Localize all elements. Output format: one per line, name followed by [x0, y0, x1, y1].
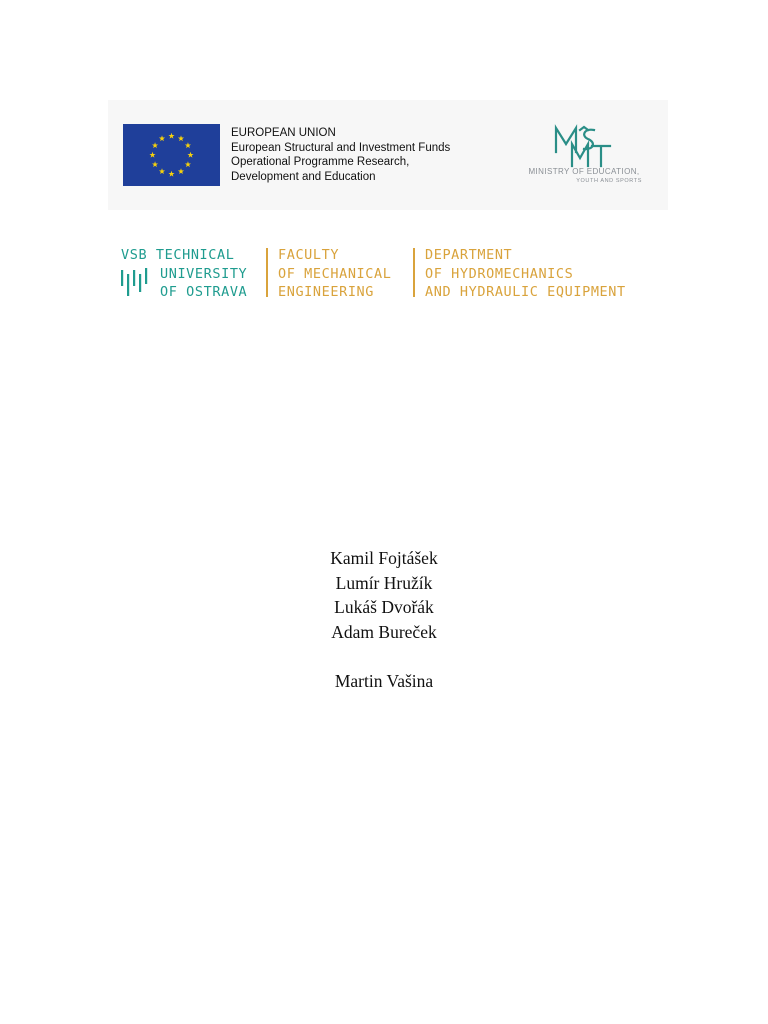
author-name: Lumír Hružík	[335, 572, 433, 593]
author-name: Lukáš Dvořák	[334, 597, 434, 617]
department-name	[425, 246, 626, 302]
ministry-caption	[514, 168, 654, 185]
eu-funds-line: European Structural and Investment Funds	[231, 141, 451, 154]
faculty-line-3: ENGINEERING	[278, 284, 375, 300]
department-line-2: OF HYDROMECHANICS	[425, 265, 574, 282]
divider-1	[266, 248, 268, 297]
faculty-line-2: OF MECHANICAL	[278, 265, 392, 282]
faculty-name	[278, 246, 391, 302]
eu-development-line: Development and Education	[231, 170, 376, 183]
extra-author-name: Martin Vašina	[334, 670, 434, 691]
eu-funding-text	[231, 126, 501, 184]
vsb-university-name	[121, 246, 247, 302]
faculty-line-1: FACULTY	[278, 247, 340, 263]
vsb-line-3: OF OSTRAVA	[160, 284, 248, 300]
ministry-name: MINISTRY OF EDUCATION,	[528, 167, 640, 176]
divider-2	[413, 248, 415, 297]
eu-title: EUROPEAN UNION	[231, 127, 336, 139]
vsb-line-1: VSB TECHNICAL	[121, 247, 235, 263]
eu-flag-icon	[123, 124, 220, 186]
author-name: Kamil Fojtášek	[330, 548, 438, 568]
department-line-1: DEPARTMENT	[425, 247, 513, 263]
author-gap	[0, 644, 768, 669]
eu-programme-line: Operational Programme Research,	[231, 156, 410, 168]
vsb-line-2: UNIVERSITY	[160, 265, 248, 282]
ministry-logo	[548, 122, 618, 168]
department-line-3: AND HYDRAULIC EQUIPMENT	[425, 284, 626, 300]
author-name: Adam Bureček	[331, 621, 437, 642]
author-list	[0, 546, 768, 693]
ministry-subtitle: YOUTH AND SPORTS	[576, 177, 642, 184]
